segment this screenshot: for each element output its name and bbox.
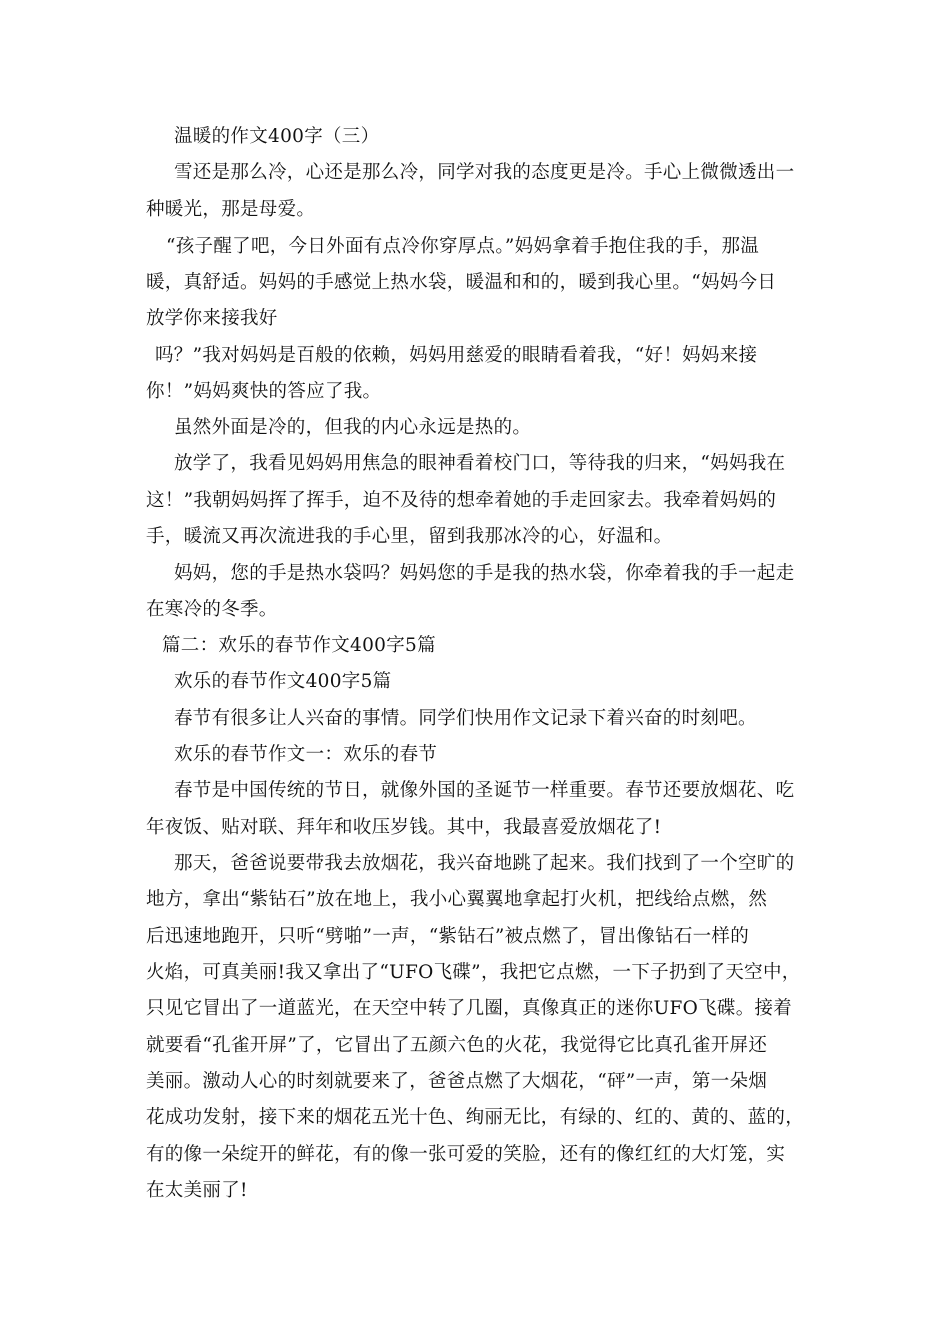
text-line: 后迅速地跑开，只听“劈啪”一声，“紫钻石”被点燃了，冒出像钻石一样的 xyxy=(146,926,750,947)
text-line: 手，暖流又再次流进我的手心里，留到我那冰冷的心，好温和。 xyxy=(146,526,673,547)
section-heading: 篇二：欢乐的春节作文400字5篇 xyxy=(162,635,436,656)
text-line: 在太美丽了! xyxy=(146,1180,248,1201)
text-line: 放学你来接我好 xyxy=(146,308,278,329)
text-line: 这！”我朝妈妈挥了挥手，迫不及待的想牵着她的手走回家去。我牵着妈妈的 xyxy=(146,490,777,511)
text-line: 只见它冒出了一道蓝光，在天空中转了几圈，真像真正的迷你UFO飞碟。接着 xyxy=(146,998,793,1019)
text-line: 地方，拿出“紫钻石”放在地上，我小心翼翼地拿起打火机，把线给点燃，然 xyxy=(146,889,768,910)
text-line: 虽然外面是冷的，但我的内心永远是热的。 xyxy=(174,417,532,438)
text-line: 春节是中国传统的节日，就像外国的圣诞节一样重要。春节还要放烟花、吃 xyxy=(174,780,795,801)
text-line: 妈妈，您的手是热水袋吗？妈妈您的手是我的热水袋，你牵着我的手一起走 xyxy=(174,563,795,584)
text-line: 暖，真舒适。妈妈的手感觉上热水袋，暖温和和的，暖到我心里。“妈妈今日 xyxy=(146,272,777,293)
text-line: 那天，爸爸说要带我去放烟花，我兴奋地跳了起来。我们找到了一个空旷的 xyxy=(174,853,795,874)
text-line: 种暖光，那是母爱。 xyxy=(146,199,316,220)
text-line: “孩子醒了吧，今日外面有点冷你穿厚点。”妈妈拿着手抱住我的手，那温 xyxy=(166,236,760,257)
text-line: 有的像一朵绽开的鲜花，有的像一张可爱的笑脸，还有的像红红的大灯笼，实 xyxy=(146,1144,786,1165)
text-line: 吗？”我对妈妈是百般的依赖，妈妈用慈爱的眼睛看着我，“好！妈妈来接 xyxy=(155,345,758,366)
text-line: 雪还是那么冷，心还是那么冷，同学对我的态度更是冷。手心上微微透出一 xyxy=(174,162,795,183)
text-line: 美丽。激动人心的时刻就要来了，爸爸点燃了大烟花，“砰”一声，第一朵烟 xyxy=(146,1071,768,1092)
text-line: 就要看“孔雀开屏”了，它冒出了五颜六色的火花，我觉得它比真孔雀开屏还 xyxy=(146,1035,768,1056)
text-line: 花成功发射，接下来的烟花五光十色、绚丽无比，有绿的、红的、黄的、蓝的， xyxy=(146,1107,805,1128)
essay-title: 欢乐的春节作文一：欢乐的春节 xyxy=(174,744,438,765)
text-line: 年夜饭、贴对联、拜年和收压岁钱。其中，我最喜爱放烟花了! xyxy=(146,817,662,838)
text-line: 春节有很多让人兴奋的事情。同学们快用作文记录下着兴奋的时刻吧。 xyxy=(174,708,757,729)
text-line: 火焰，可真美丽!我又拿出了“UFO飞碟”，我把它点燃，一下子扔到了天空中， xyxy=(146,962,801,983)
text-line: 你！”妈妈爽快的答应了我。 xyxy=(146,381,382,402)
text-line: 在寒冷的冬季。 xyxy=(146,599,278,620)
text-line: 温暖的作文400字（三） xyxy=(174,126,380,147)
section-subheading: 欢乐的春节作文400字5篇 xyxy=(174,671,392,692)
text-line: 放学了，我看见妈妈用焦急的眼神看着校门口，等待我的归来，“妈妈我在 xyxy=(174,453,786,474)
